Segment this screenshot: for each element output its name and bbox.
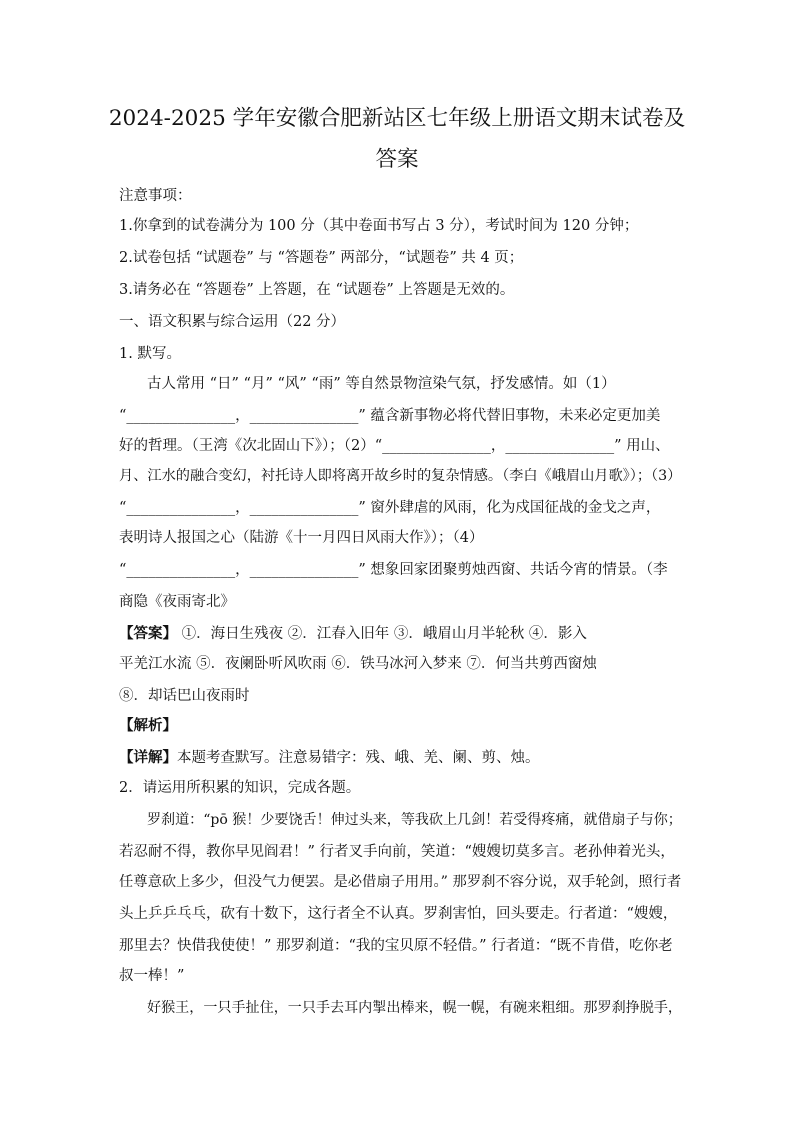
question-1-line: 表明诗人报国之心（陆游《十一月四日风雨大作》）；（4） [119,530,484,546]
question-2-line: 任尊意砍上多少，但没气力便罢。是必借扇子用用。” 那罗刹不容分说，双手轮剑，照行者 [119,874,682,890]
title-line-1: 2024-2025 学年安徽合肥新站区七年级上册语文期末试卷及 [108,106,686,131]
question-1-label: 1. 默写。 [119,346,181,362]
question-1-line: “_______________，_______________” 蕴含新事物必将代替旧事物，未来必定更加美 [119,408,661,424]
question-1-line: 好的哲理。（王湾《次北固山下》）；（2）“_______________，_______________” 用山、 [119,438,670,454]
question-1-line: 月、江水的融合变幻，衬托诗人即将离开故乡时的复杂情感。（李白《峨眉山月歌》）；（3） [119,468,682,484]
notice-heading: 注意事项： [119,188,192,204]
answer-line-2: 平羌江水流 ⑤．夜阑卧听风吹雨 ⑥．铁马冰河入梦来 ⑦．何当共剪西窗烛 [119,656,597,672]
question-2-paragraph: 好猴王，一只手扯住，一只手去耳内掣出棒来，幌一幌，有碗来粗细。那罗刹挣脱手， [147,1000,682,1016]
question-2-paragraph: 罗刹道：“pō 猴！少要饶舌！伸过头来，等我砍上几剑！若受得疼痛，就借扇子与你； [147,812,682,828]
question-1-line: “_______________，_______________” 想象回家团聚剪烛西窗、共话今宵的情景。（李 [119,562,668,578]
detail-text: 本题考查默写。注意易错字：残、峨、羌、阑、剪、烛。 [177,750,540,766]
section-heading: 一、语文积累与综合运用（22 分） [119,314,346,330]
detail-tag: 【详解】 [119,749,177,766]
question-2-line: 那里去？快借我使使！” 那罗刹道：“我的宝贝原不轻借。” 行者道：“既不肯借，吃你老 [119,938,673,954]
title-line-2: 答案 [375,147,419,172]
answer-line-3: ⑧．却话巴山夜雨时 [119,688,250,704]
analysis-tag: 【解析】 [119,717,177,734]
answer-line-1 [119,624,587,644]
question-1-line: 商隐《夜雨寄北》 [119,594,235,610]
question-1-paragraph: 古人常用 “日” “月” “风” “雨” 等自然景物渲染气氛，抒发感情。如（1） [147,376,616,392]
detail-line [119,748,540,768]
question-2-line: 叔一棒！” [119,968,185,984]
answer-text: ①．海日生残夜 ②．江春入旧年 ③．峨眉山月半轮秋 ④．影入 [177,626,587,642]
question-2-label: 2．请运用所积累的知识，完成各题。 [119,780,361,796]
question-2-line: 若忍耐不得，教你早见阎君！” 行者叉手向前，笑道：“嫂嫂切莫多言。老孙伸着光头， [119,844,675,860]
answer-tag: 【答案】 [119,625,177,642]
notice-item-2: 2.试卷包括 “试题卷” 与 “答题卷” 两部分，“试题卷” 共 4 页； [119,250,524,266]
notice-item-1: 1.你拿到的试卷满分为 100 分（其中卷面书写占 3 分），考试时间为 120 分钟； [119,218,639,234]
question-2-line: 头上乒乒乓乓，砍有十数下，这行者全不认真。罗刹害怕，回头要走。行者道：“嫂嫂， [119,906,678,922]
notice-item-3: 3.请务必在 “答题卷” 上答题，在 “试题卷” 上答题是无效的。 [119,282,515,298]
question-1-line: “_______________，_______________” 窗外肆虐的风雨，化为戍国征战的金戈之声， [119,500,661,516]
